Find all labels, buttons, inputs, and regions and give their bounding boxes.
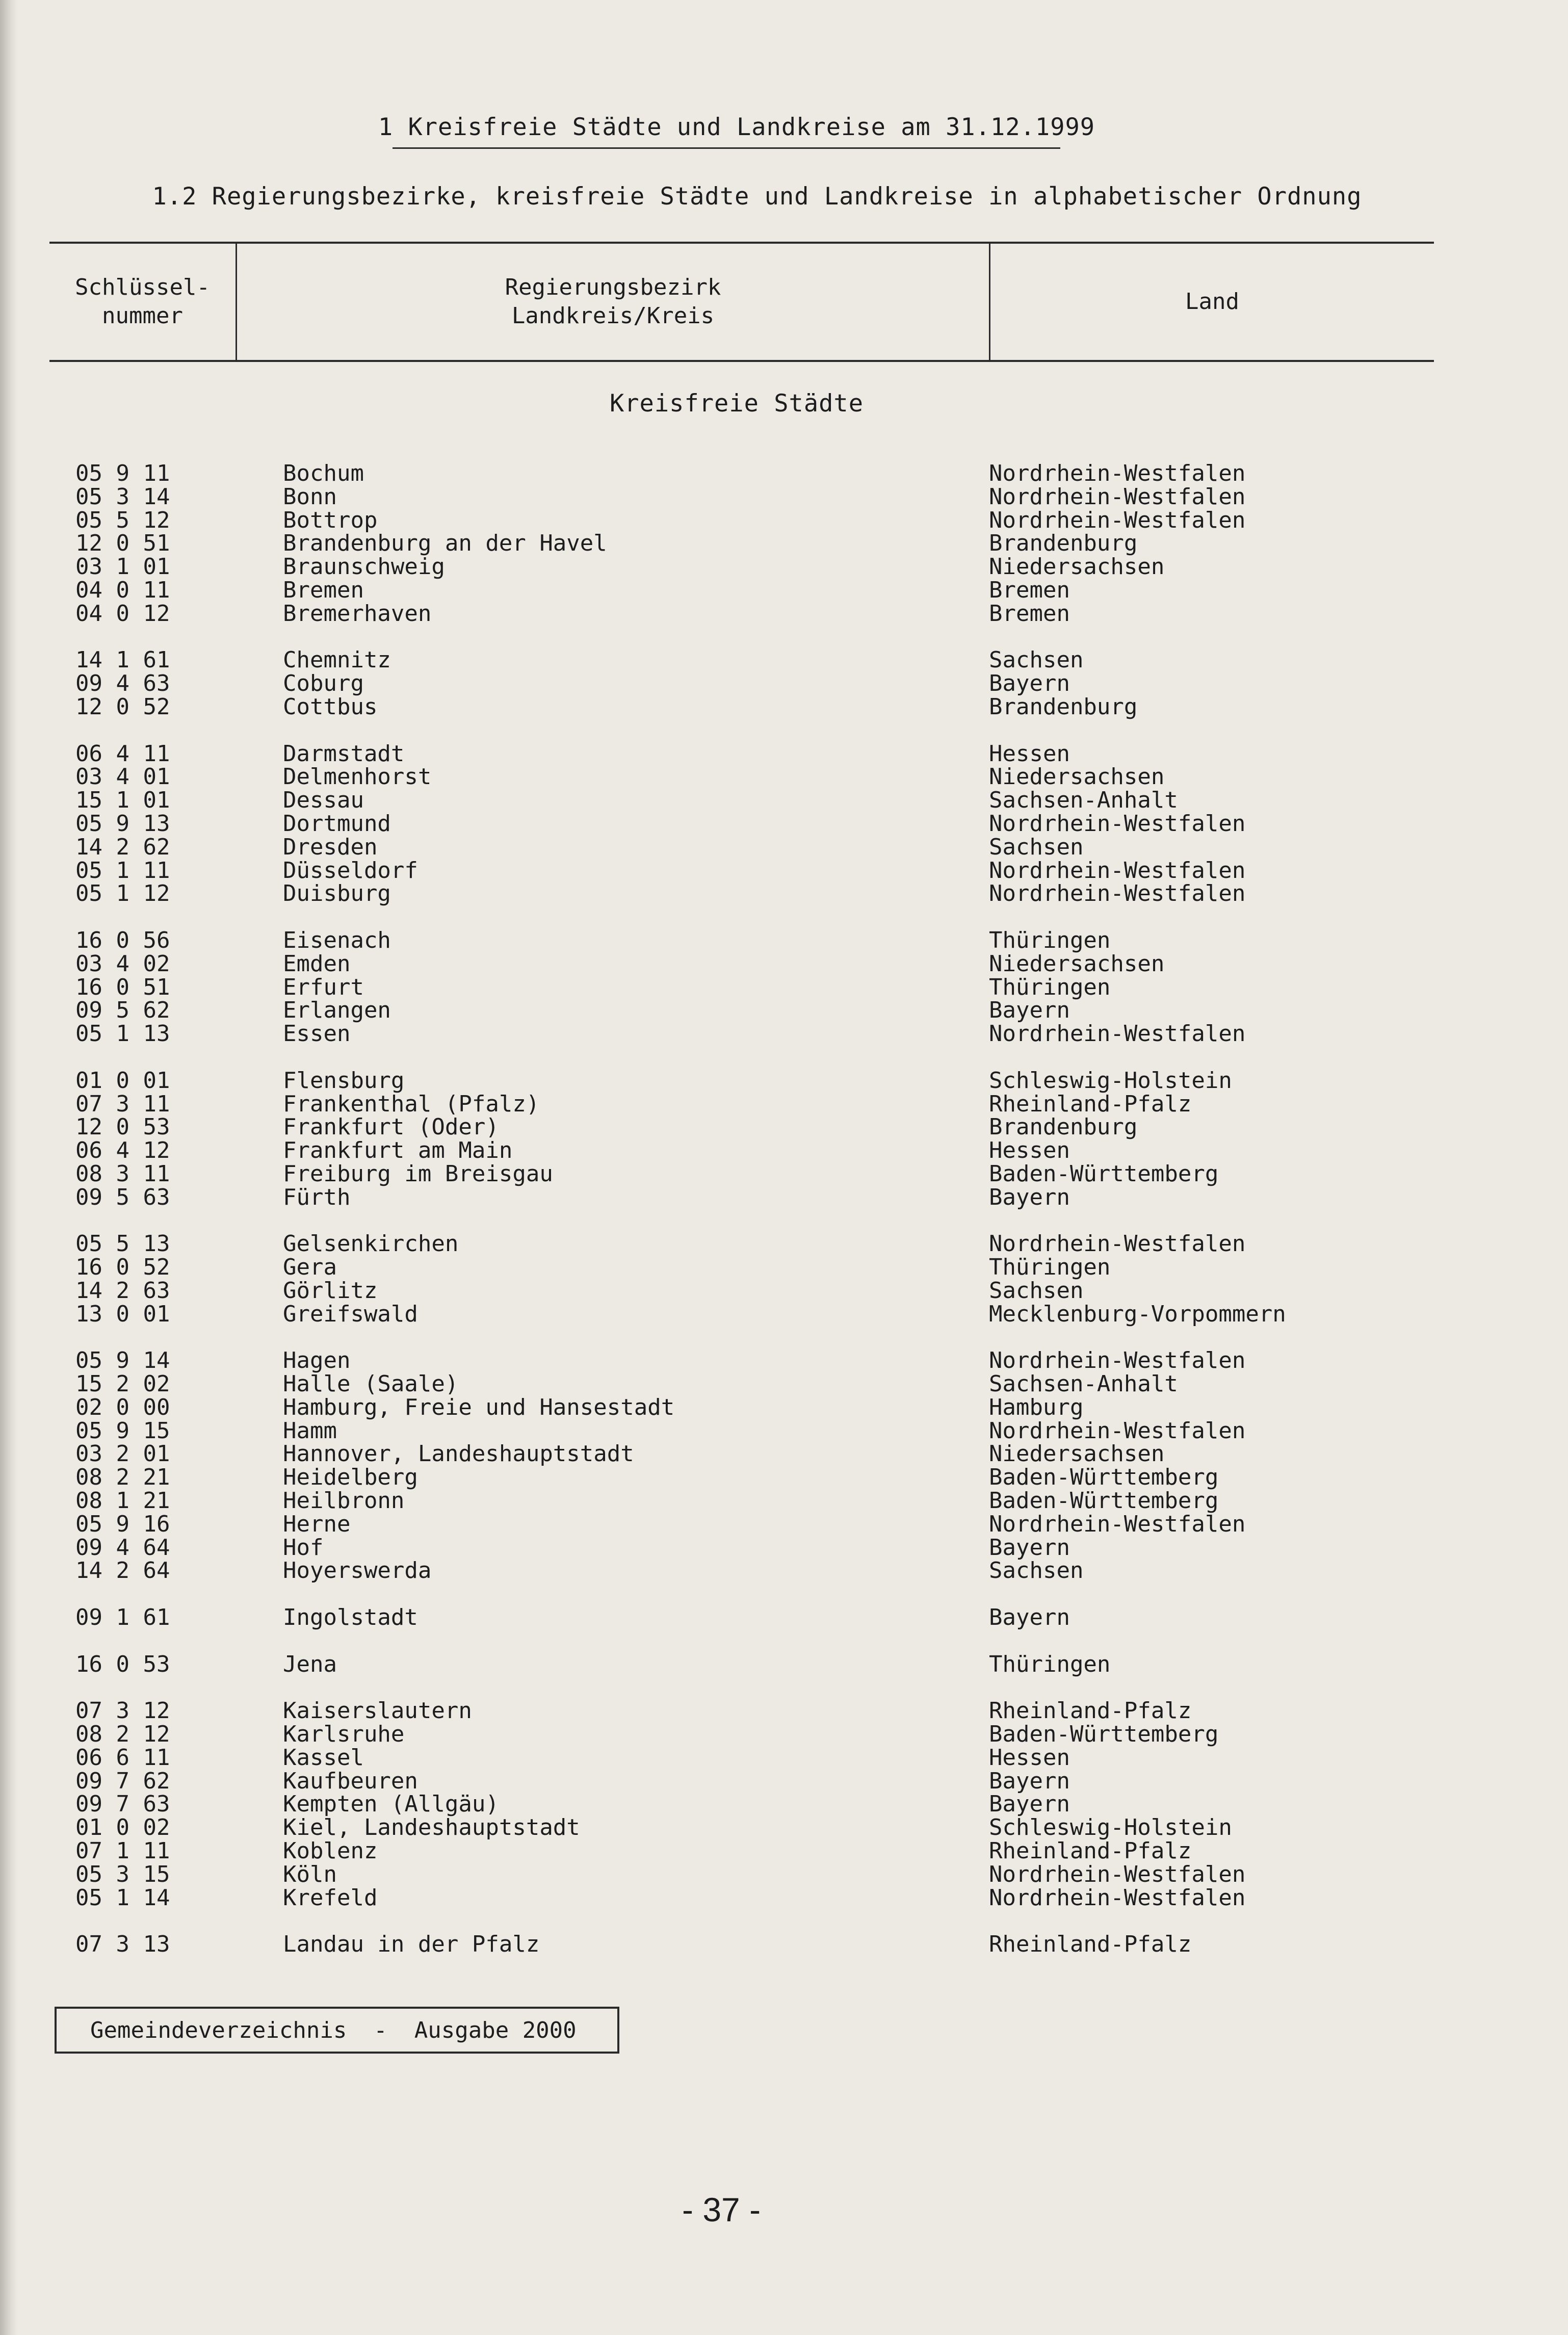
table-row <box>0 1442 1568 1466</box>
row-name: Kaufbeuren <box>283 1768 418 1794</box>
row-land: Mecklenburg-Vorpommern <box>989 1301 1286 1327</box>
row-name: Frankfurt (Oder) <box>283 1114 499 1140</box>
row-land: Nordrhein-Westfalen <box>989 507 1246 533</box>
row-land: Sachsen <box>989 1277 1084 1304</box>
row-land: Thüringen <box>989 974 1111 1000</box>
row-land: Hamburg <box>989 1394 1084 1420</box>
row-name: Cottbus <box>283 693 378 720</box>
row-key: 05 3 14 <box>75 483 170 510</box>
column-header-land <box>990 244 1434 360</box>
row-name: Landau in der Pfalz <box>283 1931 540 1958</box>
row-key: 13 0 01 <box>75 1301 170 1327</box>
column-header-key-line2: nummer <box>102 303 183 329</box>
row-land: Hessen <box>989 1137 1070 1164</box>
table-row <box>0 1069 1568 1093</box>
row-key: 08 2 21 <box>75 1464 170 1491</box>
row-name: Kaiserslautern <box>283 1698 472 1724</box>
row-name: Düsseldorf <box>283 857 418 884</box>
row-land: Nordrhein-Westfalen <box>989 857 1246 884</box>
table-row <box>0 1559 1568 1582</box>
row-name: Frankfurt am Main <box>283 1137 513 1164</box>
row-name: Chemnitz <box>283 647 391 673</box>
table-row <box>0 812 1568 836</box>
table-row <box>0 999 1568 1022</box>
row-land: Niedersachsen <box>989 1441 1165 1467</box>
row-land: Schleswig-Holstein <box>989 1067 1232 1094</box>
table-row <box>0 1256 1568 1279</box>
row-key: 16 0 51 <box>75 974 170 1000</box>
row-key: 16 0 52 <box>75 1254 170 1281</box>
section-heading: Kreisfreie Städte <box>609 390 864 418</box>
row-name: Eisenach <box>283 927 391 953</box>
row-land: Niedersachsen <box>989 764 1165 790</box>
row-key: 08 3 11 <box>75 1160 170 1187</box>
row-key: 15 2 02 <box>75 1371 170 1397</box>
row-name: Jena <box>283 1651 337 1677</box>
footer-publication-box: Gemeindeverzeichnis - Ausgabe 2000 <box>55 2007 619 2054</box>
row-key: 05 1 13 <box>75 1021 170 1047</box>
row-name: Duisburg <box>283 880 391 907</box>
row-land: Nordrhein-Westfalen <box>989 1884 1246 1911</box>
row-key: 09 1 61 <box>75 1604 170 1631</box>
row-key: 04 0 11 <box>75 577 170 603</box>
row-name: Dortmund <box>283 810 391 837</box>
row-name: Frankenthal (Pfalz) <box>283 1091 540 1117</box>
row-name: Koblenz <box>283 1838 378 1864</box>
row-name: Hannover, Landeshauptstadt <box>283 1441 634 1467</box>
table-row <box>0 1699 1568 1723</box>
row-name: Kassel <box>283 1744 364 1771</box>
row-land: Bayern <box>989 1534 1070 1561</box>
row-land: Bayern <box>989 1184 1070 1210</box>
row-name: Herne <box>283 1511 351 1537</box>
row-key: 04 0 12 <box>75 600 170 627</box>
table-row <box>0 929 1568 952</box>
row-name: Heidelberg <box>283 1464 418 1491</box>
row-name: Ingolstadt <box>283 1604 418 1631</box>
row-key: 07 3 13 <box>75 1931 170 1958</box>
row-land: Sachsen <box>989 834 1084 860</box>
row-key: 05 1 11 <box>75 857 170 884</box>
row-land: Bremen <box>989 600 1070 627</box>
table-row <box>0 695 1568 719</box>
row-key: 02 0 00 <box>75 1394 170 1420</box>
row-key: 06 6 11 <box>75 1744 170 1771</box>
table-row <box>0 1723 1568 1746</box>
column-header-district <box>237 244 989 360</box>
table-row <box>0 1093 1568 1116</box>
row-land: Niedersachsen <box>989 554 1165 580</box>
row-land: Thüringen <box>989 1254 1111 1281</box>
row-key: 09 5 63 <box>75 1184 170 1210</box>
table-header <box>49 242 1434 362</box>
row-land: Hessen <box>989 740 1070 767</box>
table-row <box>0 952 1568 976</box>
row-land: Brandenburg <box>989 693 1138 720</box>
table-row <box>0 1886 1568 1910</box>
row-key: 05 9 11 <box>75 460 170 486</box>
row-land: Bayern <box>989 997 1070 1024</box>
row-key: 08 2 12 <box>75 1721 170 1748</box>
table-row <box>0 509 1568 532</box>
row-name: Bremerhaven <box>283 600 432 627</box>
row-key: 07 3 11 <box>75 1091 170 1117</box>
row-name: Köln <box>283 1861 337 1887</box>
table-row <box>0 1770 1568 1793</box>
row-name: Hof <box>283 1534 324 1561</box>
table-row <box>0 462 1568 485</box>
row-name: Delmenhorst <box>283 764 432 790</box>
table-row <box>0 1513 1568 1536</box>
row-land: Thüringen <box>989 1651 1111 1677</box>
title-underline <box>393 147 1060 149</box>
row-name: Bochum <box>283 460 364 486</box>
table-row <box>0 485 1568 509</box>
table-row <box>0 1232 1568 1256</box>
table-row <box>0 1162 1568 1186</box>
row-name: Bonn <box>283 483 337 510</box>
row-name: Braunschweig <box>283 554 445 580</box>
row-land: Thüringen <box>989 927 1111 953</box>
row-key: 03 1 01 <box>75 554 170 580</box>
row-land: Baden-Württemberg <box>989 1160 1219 1187</box>
row-land: Sachsen-Anhalt <box>989 787 1178 814</box>
row-land: Hessen <box>989 1744 1070 1771</box>
column-header-district-line1: Regierungsbezirk <box>505 274 721 300</box>
row-key: 07 3 12 <box>75 1698 170 1724</box>
table-row <box>0 602 1568 626</box>
row-key: 05 1 12 <box>75 880 170 907</box>
row-name: Flensburg <box>283 1067 405 1094</box>
row-land: Nordrhein-Westfalen <box>989 1021 1246 1047</box>
row-land: Schleswig-Holstein <box>989 1814 1232 1841</box>
table-row <box>0 1933 1568 1956</box>
row-name: Karlsruhe <box>283 1721 405 1748</box>
row-land: Rheinland-Pfalz <box>989 1838 1192 1864</box>
row-key: 05 9 13 <box>75 810 170 837</box>
row-name: Bremen <box>283 577 364 603</box>
row-name: Greifswald <box>283 1301 418 1327</box>
row-name: Dresden <box>283 834 378 860</box>
table-row <box>0 1863 1568 1886</box>
table-row <box>0 555 1568 579</box>
table-row <box>0 1536 1568 1560</box>
table-row <box>0 532 1568 555</box>
row-key: 12 0 52 <box>75 693 170 720</box>
row-key: 06 4 12 <box>75 1137 170 1164</box>
row-land: Bayern <box>989 1791 1070 1818</box>
row-key: 09 4 63 <box>75 670 170 697</box>
row-land: Brandenburg <box>989 530 1138 557</box>
row-name: Hoyerswerda <box>283 1558 432 1584</box>
table-row <box>0 765 1568 789</box>
table-row <box>0 648 1568 672</box>
row-name: Gelsenkirchen <box>283 1231 459 1257</box>
row-land: Nordrhein-Westfalen <box>989 1511 1246 1537</box>
row-land: Bayern <box>989 1604 1070 1631</box>
row-land: Nordrhein-Westfalen <box>989 1417 1246 1444</box>
section-subtitle: 1.2 Regierungsbezirke, kreisfreie Städte und Landkreise in alphabetischer Ordnung <box>152 183 1362 211</box>
table-row <box>0 1816 1568 1839</box>
row-land: Rheinland-Pfalz <box>989 1091 1192 1117</box>
table-row <box>0 976 1568 999</box>
row-land: Bayern <box>989 670 1070 697</box>
row-name: Heilbronn <box>283 1488 405 1514</box>
table-row <box>0 1396 1568 1419</box>
row-name: Essen <box>283 1021 351 1047</box>
row-key: 05 3 15 <box>75 1861 170 1887</box>
row-key: 05 5 12 <box>75 507 170 533</box>
row-land: Nordrhein-Westfalen <box>989 1231 1246 1257</box>
row-name: Hagen <box>283 1347 351 1374</box>
row-name: Hamburg, Freie und Hansestadt <box>283 1394 675 1420</box>
row-key: 01 0 01 <box>75 1067 170 1094</box>
column-header-land-label: Land <box>1185 289 1239 315</box>
row-key: 01 0 02 <box>75 1814 170 1841</box>
row-name: Halle (Saale) <box>283 1371 459 1397</box>
table-row <box>0 1606 1568 1629</box>
row-land: Nordrhein-Westfalen <box>989 460 1246 486</box>
table-row <box>0 1115 1568 1139</box>
row-land: Rheinland-Pfalz <box>989 1698 1192 1724</box>
row-key: 14 2 63 <box>75 1277 170 1304</box>
row-key: 09 7 62 <box>75 1768 170 1794</box>
row-key: 09 5 62 <box>75 997 170 1024</box>
table-row <box>0 1022 1568 1046</box>
row-land: Sachsen <box>989 1558 1084 1584</box>
table-row <box>0 1372 1568 1396</box>
row-land: Rheinland-Pfalz <box>989 1931 1192 1958</box>
row-land: Baden-Württemberg <box>989 1488 1219 1514</box>
table-row <box>0 1793 1568 1816</box>
row-land: Baden-Württemberg <box>989 1464 1219 1491</box>
row-key: 03 4 02 <box>75 950 170 977</box>
row-name: Bottrop <box>283 507 378 533</box>
row-key: 16 0 56 <box>75 927 170 953</box>
row-name: Kiel, Landeshauptstadt <box>283 1814 580 1841</box>
table-row <box>0 1839 1568 1863</box>
row-name: Hamm <box>283 1417 337 1444</box>
row-key: 05 5 13 <box>75 1231 170 1257</box>
row-land: Baden-Württemberg <box>989 1721 1219 1748</box>
row-name: Emden <box>283 950 351 977</box>
row-key: 12 0 53 <box>75 1114 170 1140</box>
row-key: 08 1 21 <box>75 1488 170 1514</box>
column-header-district-line2: Landkreis/Kreis <box>511 303 715 329</box>
row-land: Niedersachsen <box>989 950 1165 977</box>
row-name: Görlitz <box>283 1277 378 1304</box>
table-row <box>0 579 1568 602</box>
table-row <box>0 1746 1568 1770</box>
row-key: 09 7 63 <box>75 1791 170 1818</box>
row-key: 05 9 15 <box>75 1417 170 1444</box>
row-name: Fürth <box>283 1184 351 1210</box>
column-header-key <box>49 244 236 360</box>
city-list <box>0 462 1568 1956</box>
row-land: Nordrhein-Westfalen <box>989 880 1246 907</box>
row-land: Brandenburg <box>989 1114 1138 1140</box>
row-name: Dessau <box>283 787 364 814</box>
table-row <box>0 859 1568 883</box>
row-key: 07 1 11 <box>75 1838 170 1864</box>
table-row <box>0 1139 1568 1162</box>
row-key: 05 9 14 <box>75 1347 170 1374</box>
row-land: Nordrhein-Westfalen <box>989 1347 1246 1374</box>
row-key: 05 1 14 <box>75 1884 170 1911</box>
row-name: Brandenburg an der Havel <box>283 530 607 557</box>
row-land: Bremen <box>989 577 1070 603</box>
table-row <box>0 1653 1568 1676</box>
row-key: 03 2 01 <box>75 1441 170 1467</box>
row-key: 14 2 64 <box>75 1558 170 1584</box>
row-key: 05 9 16 <box>75 1511 170 1537</box>
row-land: Nordrhein-Westfalen <box>989 483 1246 510</box>
table-row <box>0 1186 1568 1209</box>
row-key: 12 0 51 <box>75 530 170 557</box>
row-land: Nordrhein-Westfalen <box>989 1861 1246 1887</box>
row-name: Freiburg im Breisgau <box>283 1160 553 1187</box>
table-row <box>0 1303 1568 1326</box>
row-key: 06 4 11 <box>75 740 170 767</box>
row-land: Sachsen-Anhalt <box>989 1371 1178 1397</box>
page-title: 1 Kreisfreie Städte und Landkreise am 31.12.1999 <box>378 113 1095 141</box>
page-number: - 37 - <box>682 2191 761 2228</box>
row-name: Darmstadt <box>283 740 405 767</box>
row-name: Erlangen <box>283 997 391 1024</box>
row-name: Kempten (Allgäu) <box>283 1791 499 1818</box>
table-row <box>0 789 1568 812</box>
row-key: 15 1 01 <box>75 787 170 814</box>
table-row <box>0 882 1568 905</box>
row-land: Nordrhein-Westfalen <box>989 810 1246 837</box>
table-row <box>0 672 1568 695</box>
row-key: 16 0 53 <box>75 1651 170 1677</box>
row-land: Bayern <box>989 1768 1070 1794</box>
row-name: Coburg <box>283 670 364 697</box>
table-row <box>0 1489 1568 1513</box>
row-key: 09 4 64 <box>75 1534 170 1561</box>
row-name: Erfurt <box>283 974 364 1000</box>
column-header-key-line1: Schlüssel- <box>75 274 210 300</box>
table-row <box>0 742 1568 766</box>
table-row <box>0 1466 1568 1489</box>
table-row <box>0 1419 1568 1443</box>
row-name: Gera <box>283 1254 337 1281</box>
row-key: 14 2 62 <box>75 834 170 860</box>
row-key: 03 4 01 <box>75 764 170 790</box>
table-row <box>0 1349 1568 1372</box>
row-name: Krefeld <box>283 1884 378 1911</box>
table-row <box>0 836 1568 859</box>
table-row <box>0 1279 1568 1303</box>
row-key: 14 1 61 <box>75 647 170 673</box>
row-land: Sachsen <box>989 647 1084 673</box>
